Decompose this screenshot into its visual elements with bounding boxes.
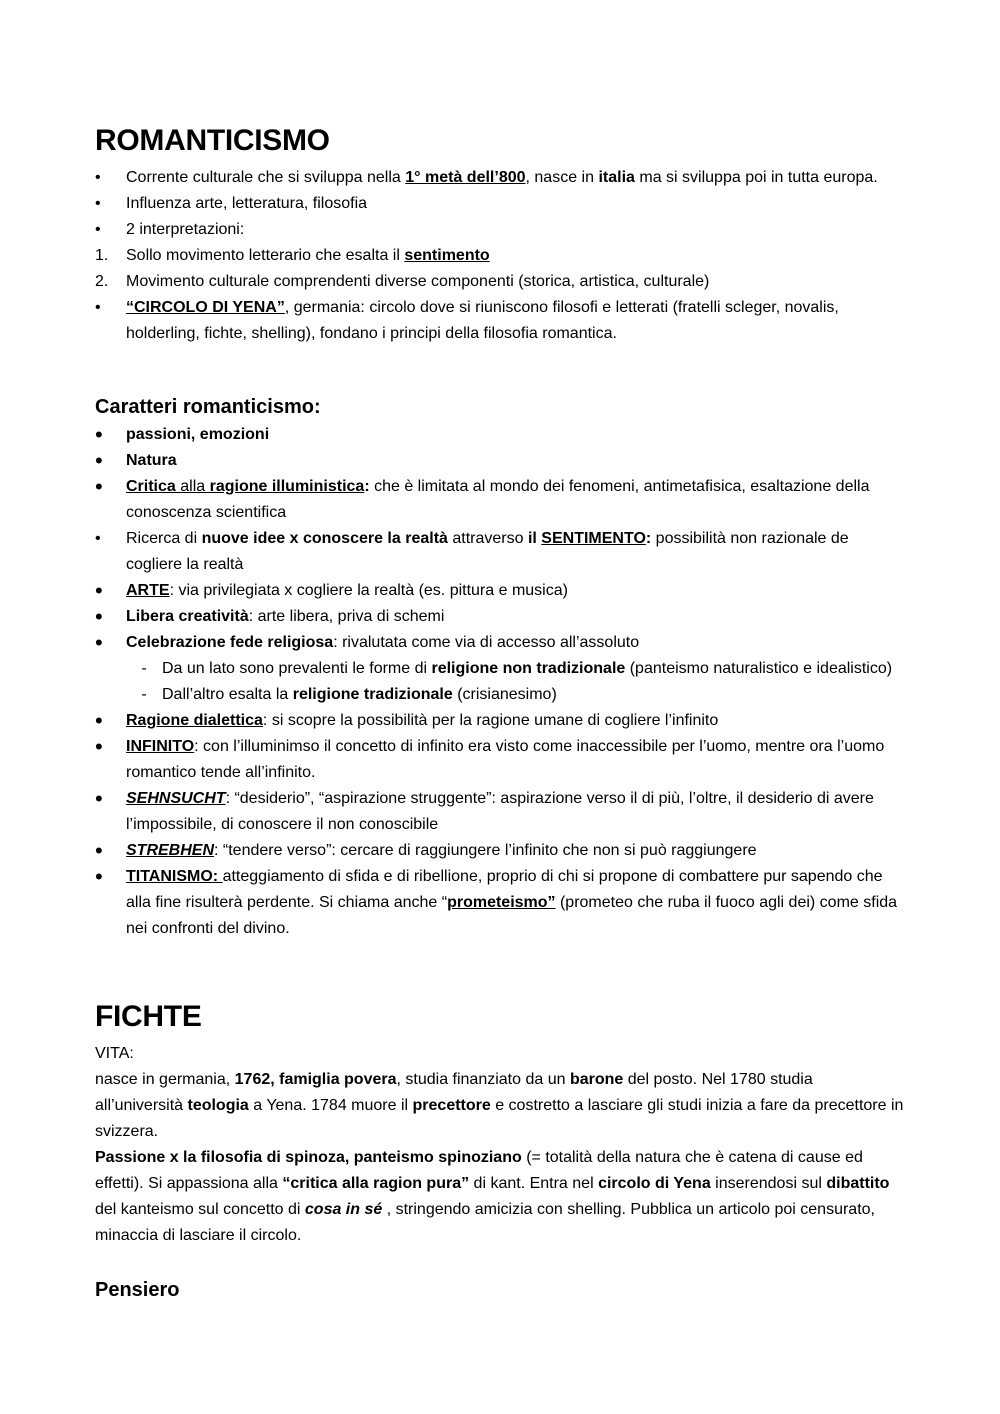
bullet-marker: •: [95, 195, 101, 212]
vita-label: VITA:: [95, 1045, 134, 1062]
emphasis-text: italia: [598, 169, 635, 186]
number-marker: 2.: [95, 273, 109, 290]
emphasis-text: SENTIMENTO: [541, 530, 646, 547]
list-item: [95, 578, 905, 604]
numbered-item: [95, 243, 905, 269]
list-item: [95, 422, 905, 448]
emphasis-text: TITANISMO:: [126, 868, 223, 885]
list-text: possibilità non razionale de cogliere la realtà: [126, 530, 849, 573]
emphasis-text: Critica: [126, 478, 181, 495]
list-text: che è limitata al mondo dei fenomeni, antimetafisica, esaltazione della conoscenza scientifica: [126, 478, 870, 521]
bullet-marker: •: [95, 169, 101, 186]
emphasis-text: barone: [569, 1071, 624, 1088]
emphasis-text: prometeismo”: [447, 894, 556, 911]
list-text: Natura: [126, 452, 177, 469]
emphasis-text: INFINITO: [126, 738, 195, 755]
dash-marker: -: [141, 686, 147, 703]
list-text: : con l’illuminimso il concetto di infinito era visto come inaccessibile per l’uomo, mentre ora l’uomo romantico tende all’infinito.: [126, 738, 885, 781]
list-text: Dall’altro esalta la: [162, 686, 293, 703]
list-text: Corrente culturale che si sviluppa nella: [126, 169, 406, 186]
emphasis-text: ARTE: [126, 582, 170, 599]
list-item: [95, 734, 905, 786]
bullet-marker: •: [95, 299, 101, 316]
list-text: : “desiderio”, “aspirazione struggente”: aspirazione verso il di più, l’oltre, il desiderio di avere l’impossibile, di conoscere il non conoscibile: [126, 790, 874, 833]
paragraph-text: , stringendo amicizia con shelling. Pubblica un articolo poi censurato, minaccia di lasciare il circolo.: [95, 1201, 875, 1244]
emphasis-text: SEHNSUCHT: [126, 790, 226, 807]
emphasis-text: Libera creatività: [126, 608, 249, 625]
bullet-marker: •: [95, 604, 103, 629]
emphasis-text: il: [527, 530, 542, 547]
list-item: [95, 165, 905, 191]
bullet-marker: •: [95, 864, 103, 889]
paragraph-text: del posto. Nel 1780 studia all’università: [95, 1071, 813, 1114]
list-item: [95, 864, 905, 942]
bullet-marker: •: [95, 422, 103, 447]
list-text: (crisianesimo): [452, 686, 557, 703]
bullet-marker: •: [95, 221, 101, 238]
romanticismo-list: [95, 165, 905, 347]
heading-pensiero: Pensiero: [95, 1279, 180, 1301]
bullet-marker: •: [95, 630, 103, 655]
bullet-marker: •: [95, 578, 103, 603]
emphasis-text: teologia: [187, 1097, 249, 1114]
emphasis-text: circolo di Yena: [598, 1175, 711, 1192]
list-text: Movimento culturale comprendenti diverse componenti (storica, artistica, culturale): [126, 273, 710, 290]
number-marker: 1.: [95, 247, 109, 264]
list-text: atteggiamento di sfida e di ribellione, proprio di chi si propone di combattere pur sapendo che alla fine risulterà perdente. Si chiama anche “: [126, 868, 883, 911]
heading-caratteri: Caratteri romanticismo:: [95, 396, 321, 418]
list-item: [95, 217, 905, 243]
emphasis-text: dibattito: [826, 1175, 890, 1192]
list-text: : arte libera, priva di schemi: [248, 608, 445, 625]
list-text: Sollo movimento letterario che esalta il: [126, 247, 405, 264]
emphasis-text: Celebrazione fede religiosa: [126, 634, 334, 651]
list-text: : si scopre la possibilità per la ragione umane di cogliere l’infinito: [262, 712, 719, 729]
caratteri-list: [95, 422, 905, 942]
list-text: Da un lato sono prevalenti le forme di: [162, 660, 432, 677]
list-item: [95, 630, 905, 656]
bullet-marker: •: [95, 786, 103, 811]
list-text: 2 interpretazioni:: [126, 221, 245, 238]
list-text: (prometeo che ruba il fuoco agli dei) come sfida nei confronti del divino.: [126, 894, 898, 937]
numbered-item: [95, 269, 905, 295]
emphasis-text: ragione illuministica: [209, 478, 365, 495]
emphasis-text: religione non tradizionale: [431, 660, 626, 677]
list-text: alla: [180, 478, 210, 495]
list-item: [95, 448, 905, 474]
list-text: : via privilegiata x cogliere la realtà (es. pittura e musica): [169, 582, 568, 599]
sub-list-item: [95, 682, 905, 708]
bullet-marker: •: [95, 838, 103, 863]
list-item: [95, 526, 905, 578]
paragraph-passione: [95, 1145, 905, 1249]
list-text: Ricerca di: [126, 530, 202, 547]
paragraph-vita: [95, 1067, 905, 1145]
list-text: (panteismo naturalistico e idealistico): [625, 660, 893, 677]
list-text: ma si sviluppa poi in tutta europa.: [634, 169, 878, 186]
list-item: [95, 295, 905, 347]
emphasis-text: 1762, famiglia povera: [234, 1071, 397, 1088]
emphasis-text: 1° metà dell’800: [405, 169, 526, 186]
bullet-marker: •: [95, 474, 103, 499]
emphasis-text: “CIRCOLO DI YENA”: [126, 299, 285, 316]
paragraph-text: nasce in germania,: [95, 1071, 235, 1088]
paragraph-text: a Yena. 1784 muore il: [248, 1097, 413, 1114]
list-text: : “tendere verso”: cercare di raggiungere l’infinito che non si può raggiungere: [214, 842, 757, 859]
list-item: [95, 838, 905, 864]
list-text: : rivalutata come via di accesso all’assoluto: [333, 634, 640, 651]
list-item: [95, 604, 905, 630]
bullet-marker: •: [95, 530, 101, 547]
list-item: [95, 708, 905, 734]
paragraph-text: (= totalità della natura che è catena di cause ed effetti). Si appassiona alla: [95, 1149, 863, 1192]
list-text: , nasce in: [525, 169, 599, 186]
emphasis-text: Passione x la filosofia di spinoza, panteismo spinoziano: [95, 1149, 522, 1166]
list-text: Influenza arte, letteratura, filosofia: [126, 195, 368, 212]
emphasis-text: cosa in sé: [304, 1201, 383, 1218]
emphasis-text: Ragione dialettica: [126, 712, 263, 729]
heading-romanticismo: ROMANTICISMO: [95, 124, 330, 157]
emphasis-text: precettore: [412, 1097, 491, 1114]
paragraph-text: e costretto a lasciare gli studi inizia a fare da precettore in svizzera.: [95, 1097, 904, 1140]
dash-marker: -: [141, 660, 147, 677]
bullet-marker: •: [95, 448, 103, 473]
heading-fichte: FICHTE: [95, 1000, 202, 1033]
emphasis-text: religione tradizionale: [292, 686, 453, 703]
list-item: [95, 474, 905, 526]
paragraph-text: , studia finanziato da un: [396, 1071, 570, 1088]
emphasis-text: nuove idee x conoscere la realtà: [201, 530, 448, 547]
bullet-marker: •: [95, 734, 103, 759]
emphasis-text: “critica alla ragion pura”: [282, 1175, 470, 1192]
list-text: attraverso: [447, 530, 528, 547]
emphasis-text: sentimento: [404, 247, 490, 264]
bullet-marker: •: [95, 708, 103, 733]
emphasis-text: STREBHEN: [126, 842, 215, 859]
paragraph-text: inserendosi sul: [710, 1175, 827, 1192]
paragraph-text: di kant. Entra nel: [469, 1175, 599, 1192]
paragraph-text: del kanteismo sul concetto di: [95, 1201, 305, 1218]
list-item: [95, 191, 905, 217]
list-text: passioni, emozioni: [126, 426, 270, 443]
emphasis-text: :: [645, 530, 652, 547]
sub-list-item: [95, 656, 905, 682]
emphasis-text: :: [364, 478, 370, 495]
list-text: , germania: circolo dove si riuniscono filosofi e letterati (fratelli scleger, novalis, holderling, fichte, shelling), fondano i principi della filosofia romantica.: [126, 299, 839, 342]
list-item: [95, 786, 905, 838]
